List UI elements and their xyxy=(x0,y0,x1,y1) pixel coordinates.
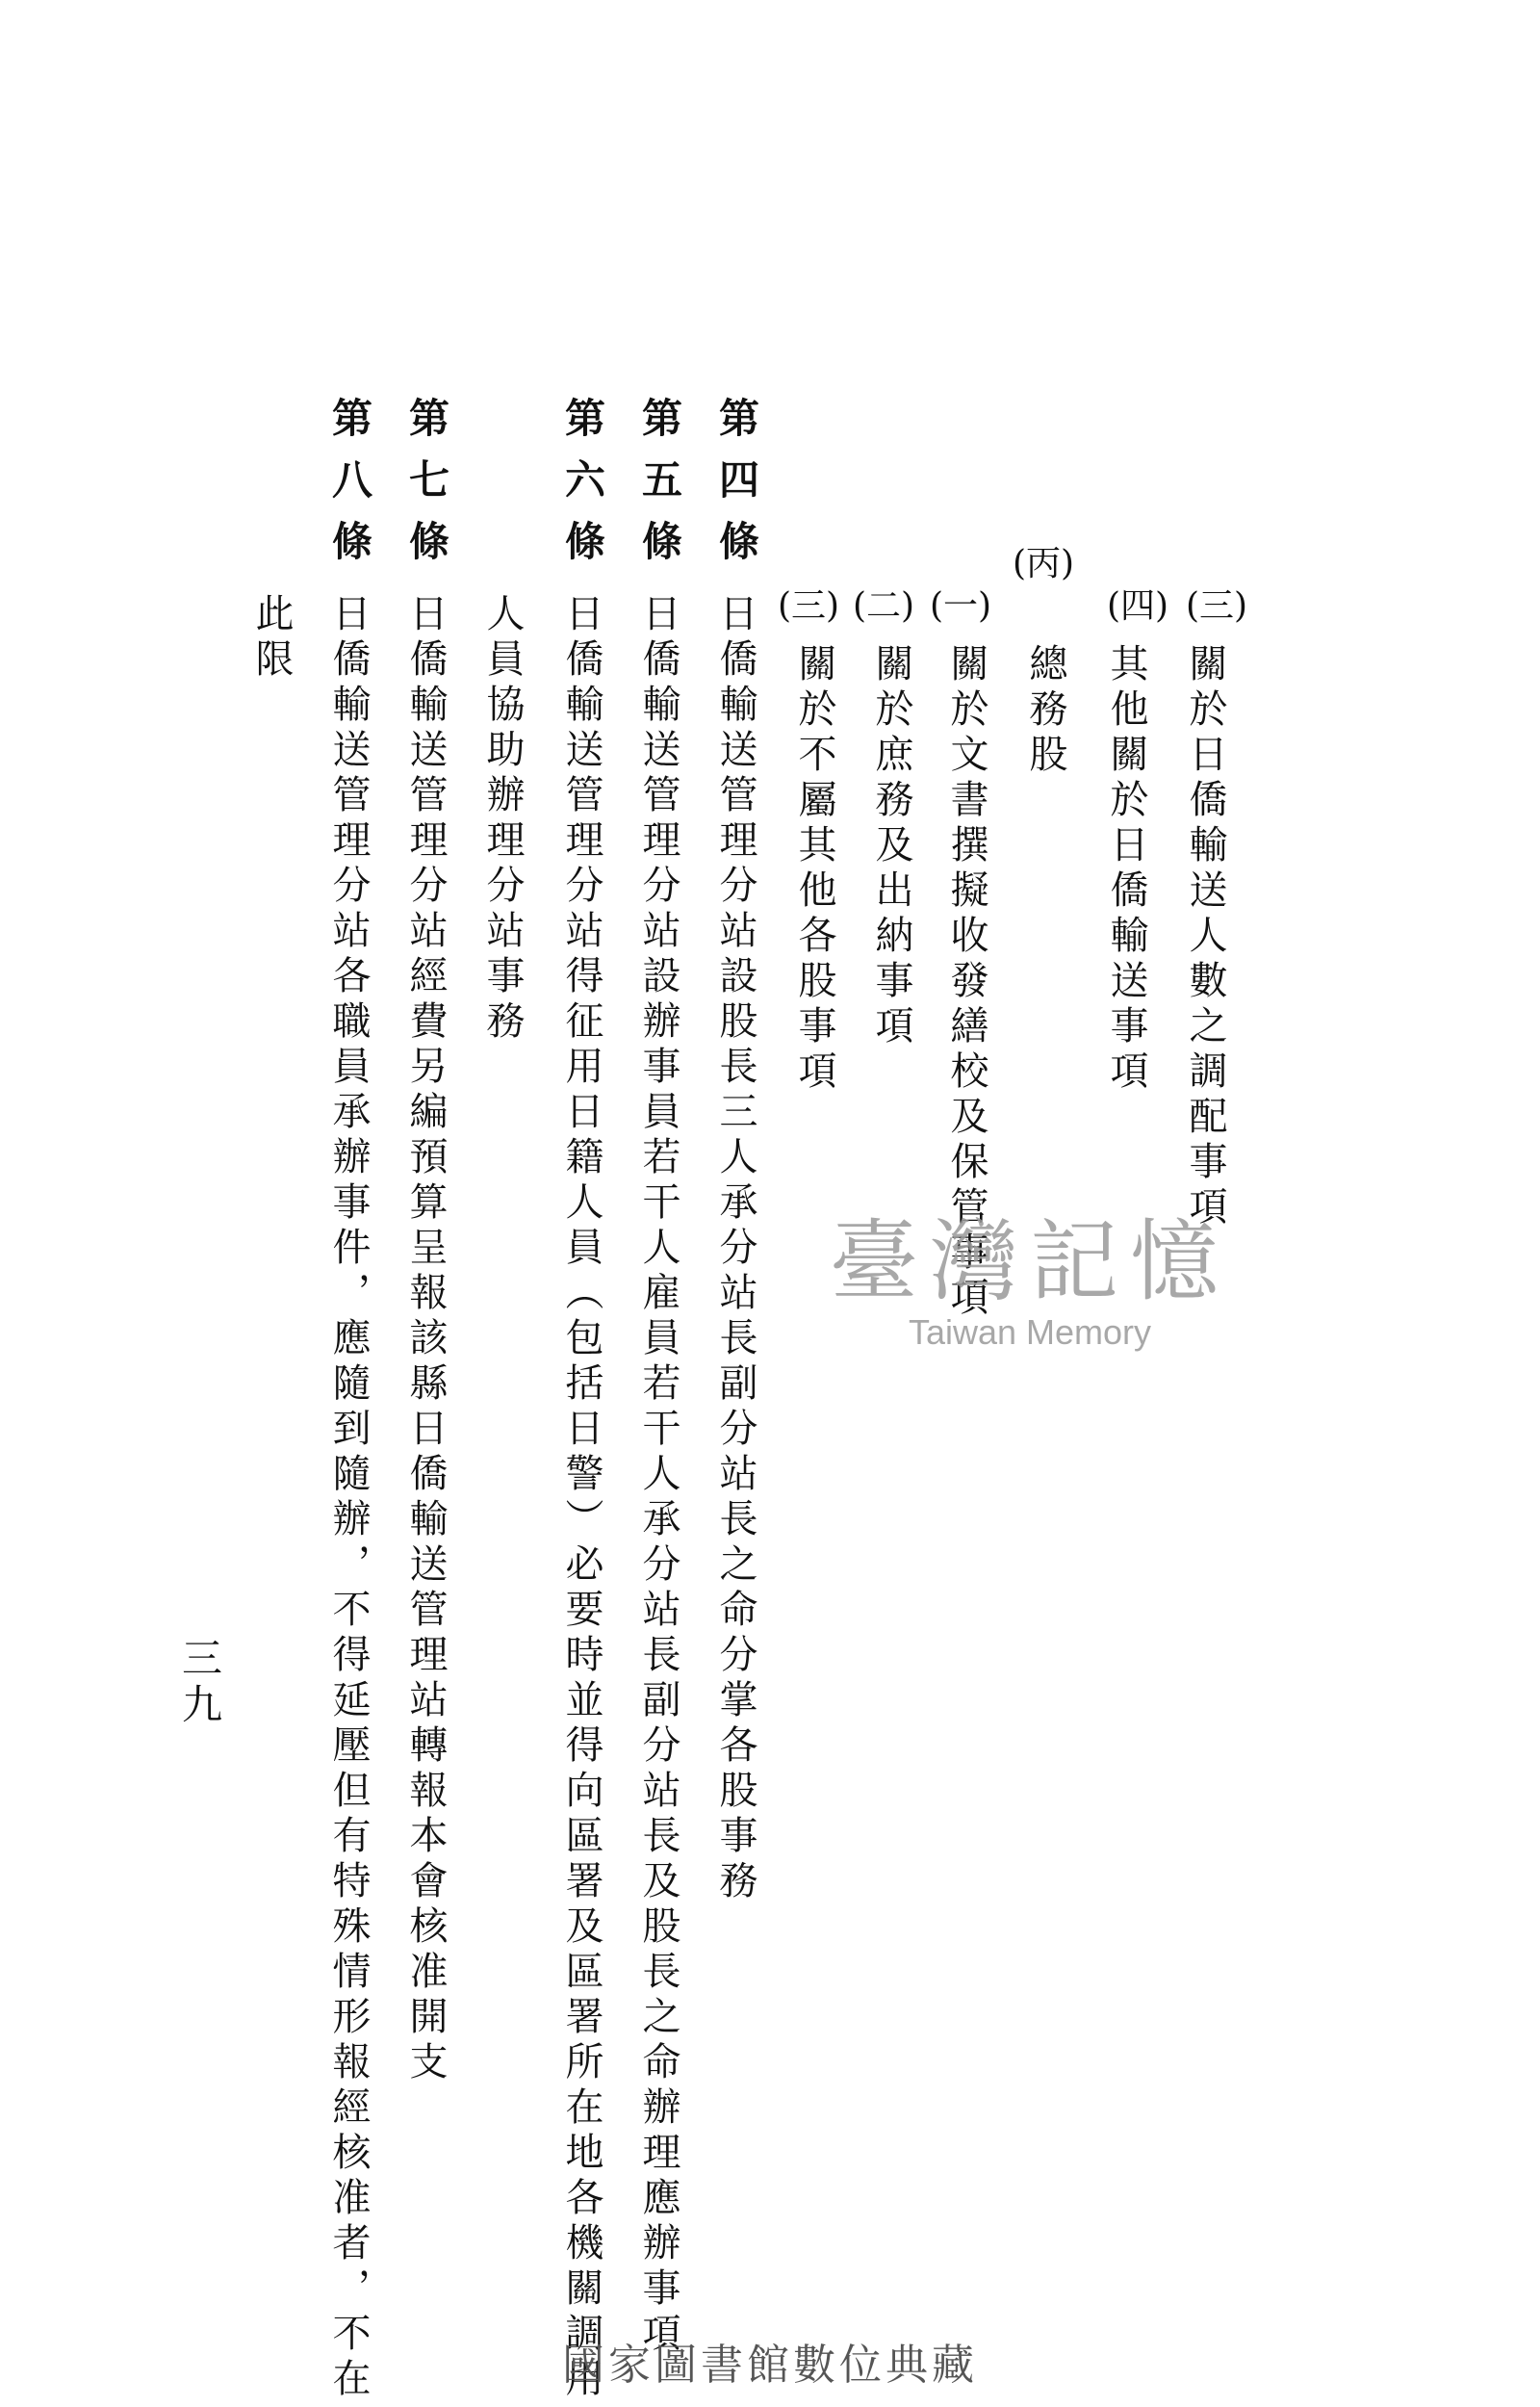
item-marker-3: (三) xyxy=(778,586,840,626)
item-text-2: 關於庶務及出納事項 xyxy=(869,643,913,1050)
article-6-line-1: 日僑輸送管理分站得征用日籍人員（包括日警）必要時並得向區署及區署所在地各機關調用 xyxy=(559,593,603,2403)
watermark-logo xyxy=(770,1210,1290,1353)
article-5-line-1: 日僑輸送管理分站設辦事員若干人雇員若干人承分站長副分站長及股長之命辦理應辦事項 xyxy=(636,593,680,2358)
section-marker: (丙) xyxy=(1013,544,1075,583)
article-7-line-1: 日僑輸送管理分站經費另編預算呈報該縣日僑輸送管理站轉報本會核准開支 xyxy=(403,593,448,2086)
article-6-line-2: 人員協助辦理分站事務 xyxy=(480,593,525,1046)
page-number: 三九 xyxy=(176,1637,223,1729)
item-marker-2: (二) xyxy=(853,586,915,626)
item-text-1: 關於文書撰擬收發繕校及保管事項 xyxy=(944,643,988,1322)
item-marker-prior-3: (三) xyxy=(1186,586,1248,626)
article-4-label: 第四條 xyxy=(713,397,760,582)
article-6-label: 第六條 xyxy=(559,397,606,582)
article-4-line-1: 日僑輸送管理分站設股長三人承分站長副分站長之命分掌各股事務 xyxy=(713,593,757,1905)
article-5-label: 第五條 xyxy=(636,397,683,582)
item-marker-1: (一) xyxy=(930,586,992,626)
item-text-prior-4: 其他關於日僑輸送事項 xyxy=(1104,643,1148,1096)
item-marker-prior-4: (四) xyxy=(1107,586,1169,626)
footer-caption: 國家圖書館數位典藏 xyxy=(562,2341,978,2390)
article-8-label: 第八條 xyxy=(326,397,373,582)
item-text-prior-3: 關於日僑輸送人數之調配事項 xyxy=(1183,643,1227,1231)
watermark-chinese: 臺灣記憶 xyxy=(829,1210,1230,1313)
section-title: 總務股 xyxy=(1023,643,1067,779)
article-8-line-2: 此限 xyxy=(249,593,294,684)
article-7-label: 第七條 xyxy=(403,397,450,582)
article-8-line-1: 日僑輸送管理分站各職員承辦事件，應隨到隨辦，不得延壓但有特殊情形報經核准者，不在 xyxy=(326,593,371,2403)
watermark-english: Taiwan Memory xyxy=(908,1312,1152,1352)
item-text-3: 關於不屬其他各股事項 xyxy=(792,643,836,1096)
